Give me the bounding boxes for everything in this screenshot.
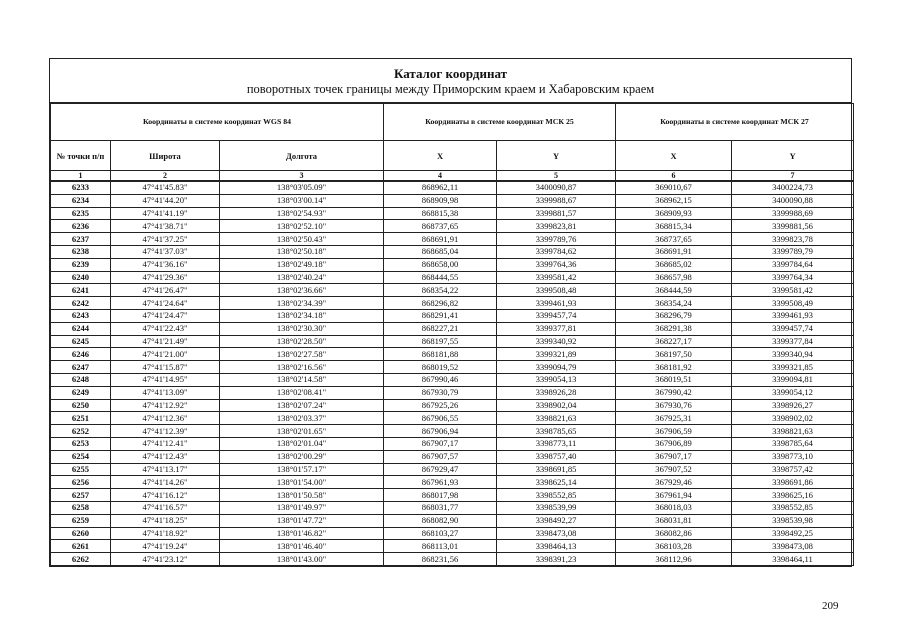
x-msk27-cell: 369010,67 <box>616 181 732 194</box>
latitude-cell: 47°41'16.12" <box>111 489 220 502</box>
point-number-cell: 6233 <box>51 181 111 194</box>
column-number: 2 <box>111 171 220 182</box>
table-row <box>51 233 854 246</box>
longitude-cell: 138°02'16.56" <box>220 361 384 374</box>
table-row <box>51 437 854 450</box>
longitude-cell: 138°02'49.18" <box>220 258 384 271</box>
x-msk25-cell: 868181,88 <box>384 348 497 361</box>
y-msk25-cell: 3399789,76 <box>497 233 616 246</box>
point-number-cell: 6234 <box>51 194 111 207</box>
column-number: 5 <box>497 171 616 182</box>
table-row <box>51 271 854 284</box>
table-row <box>51 335 854 348</box>
longitude-cell: 138°02'30.30" <box>220 322 384 335</box>
y-msk27-cell: 3398625,16 <box>732 489 854 502</box>
table-row <box>51 297 854 310</box>
x-msk25-cell: 868354,22 <box>384 284 497 297</box>
x-msk25-cell: 868113,01 <box>384 540 497 553</box>
longitude-cell: 138°01'57.17" <box>220 463 384 476</box>
col-y-msk27: Y <box>732 141 854 171</box>
table-row <box>51 476 854 489</box>
y-msk27-cell: 3398902,02 <box>732 412 854 425</box>
column-number: 7 <box>732 171 854 182</box>
x-msk27-cell: 368197,50 <box>616 348 732 361</box>
longitude-cell: 138°02'40.24" <box>220 271 384 284</box>
point-number-cell: 6244 <box>51 322 111 335</box>
y-msk27-cell: 3398691,86 <box>732 476 854 489</box>
x-msk25-cell: 868291,41 <box>384 309 497 322</box>
longitude-cell: 138°02'00.29" <box>220 450 384 463</box>
latitude-cell: 47°41'12.43" <box>111 450 220 463</box>
y-msk25-cell: 3399764,36 <box>497 258 616 271</box>
point-number-cell: 6254 <box>51 450 111 463</box>
y-msk27-cell: 3399054,12 <box>732 386 854 399</box>
latitude-cell: 47°41'24.64" <box>111 297 220 310</box>
y-msk27-cell: 3399881,56 <box>732 220 854 233</box>
x-msk25-cell: 868019,52 <box>384 361 497 374</box>
x-msk25-cell: 868017,98 <box>384 489 497 502</box>
point-number-cell: 6257 <box>51 489 111 502</box>
y-msk27-cell: 3398773,10 <box>732 450 854 463</box>
longitude-cell: 138°02'34.39" <box>220 297 384 310</box>
latitude-cell: 47°41'14.26" <box>111 476 220 489</box>
point-number-cell: 6247 <box>51 361 111 374</box>
table-row <box>51 258 854 271</box>
y-msk25-cell: 3399094,79 <box>497 361 616 374</box>
point-number-cell: 6241 <box>51 284 111 297</box>
y-msk25-cell: 3399457,74 <box>497 309 616 322</box>
catalog-subtitle: поворотных точек границы между Приморским краем и Хабаровским краем <box>246 82 655 96</box>
latitude-cell: 47°41'37.25" <box>111 233 220 246</box>
point-number-cell: 6242 <box>51 297 111 310</box>
x-msk27-cell: 368181,92 <box>616 361 732 374</box>
table-row <box>51 181 854 194</box>
longitude-cell: 138°02'50.43" <box>220 233 384 246</box>
x-msk25-cell: 868737,65 <box>384 220 497 233</box>
table-body <box>51 181 854 565</box>
group-wgs84: Координаты в системе координат WGS 84 <box>51 104 384 141</box>
table-row <box>51 348 854 361</box>
latitude-cell: 47°41'23.12" <box>111 553 220 566</box>
y-msk25-cell: 3398785,65 <box>497 425 616 438</box>
x-msk27-cell: 368444,59 <box>616 284 732 297</box>
latitude-cell: 47°41'13.09" <box>111 386 220 399</box>
x-msk27-cell: 368691,91 <box>616 245 732 258</box>
x-msk27-cell: 368291,38 <box>616 322 732 335</box>
longitude-cell: 138°01'46.82" <box>220 527 384 540</box>
longitude-cell: 138°02'01.65" <box>220 425 384 438</box>
latitude-cell: 47°41'45.83" <box>111 181 220 194</box>
y-msk25-cell: 3398492,27 <box>497 514 616 527</box>
table-row <box>51 194 854 207</box>
x-msk27-cell: 368962,15 <box>616 194 732 207</box>
y-msk25-cell: 3398552,85 <box>497 489 616 502</box>
y-msk25-cell: 3398902,04 <box>497 399 616 412</box>
point-number-cell: 6246 <box>51 348 111 361</box>
latitude-cell: 47°41'24.47" <box>111 309 220 322</box>
point-number-cell: 6240 <box>51 271 111 284</box>
y-msk27-cell: 3398757,42 <box>732 463 854 476</box>
y-msk27-cell: 3399340,94 <box>732 348 854 361</box>
table-row <box>51 284 854 297</box>
y-msk27-cell: 3399988,69 <box>732 207 854 220</box>
latitude-cell: 47°41'41.19" <box>111 207 220 220</box>
longitude-cell: 138°01'49.97" <box>220 501 384 514</box>
table-row <box>51 322 854 335</box>
y-msk27-cell: 3399823,78 <box>732 233 854 246</box>
y-msk27-cell: 3399581,42 <box>732 284 854 297</box>
y-msk25-cell: 3398926,28 <box>497 386 616 399</box>
longitude-cell: 138°02'27.58" <box>220 348 384 361</box>
table-row <box>51 553 854 566</box>
latitude-cell: 47°41'16.57" <box>111 501 220 514</box>
point-number-cell: 6256 <box>51 476 111 489</box>
y-msk27-cell: 3399784,64 <box>732 258 854 271</box>
x-msk25-cell: 868231,56 <box>384 553 497 566</box>
y-msk25-cell: 3398821,63 <box>497 412 616 425</box>
y-msk25-cell: 3398473,08 <box>497 527 616 540</box>
point-number-cell: 6235 <box>51 207 111 220</box>
latitude-cell: 47°41'13.17" <box>111 463 220 476</box>
catalog-frame <box>49 58 852 567</box>
longitude-cell: 138°02'03.37" <box>220 412 384 425</box>
latitude-cell: 47°41'18.92" <box>111 527 220 540</box>
x-msk27-cell: 368657,98 <box>616 271 732 284</box>
y-msk27-cell: 3398492,25 <box>732 527 854 540</box>
x-msk27-cell: 367906,89 <box>616 437 732 450</box>
table-row <box>51 399 854 412</box>
point-number-cell: 6259 <box>51 514 111 527</box>
y-msk25-cell: 3399321,89 <box>497 348 616 361</box>
group-msk27: Координаты в системе координат МСК 27 <box>616 104 854 141</box>
y-msk25-cell: 3399461,93 <box>497 297 616 310</box>
longitude-cell: 138°02'36.66" <box>220 284 384 297</box>
y-msk25-cell: 3399508,48 <box>497 284 616 297</box>
x-msk25-cell: 867907,17 <box>384 437 497 450</box>
table-row <box>51 220 854 233</box>
longitude-cell: 138°03'05.09" <box>220 181 384 194</box>
y-msk27-cell: 3398926,27 <box>732 399 854 412</box>
group-header-row <box>51 104 854 141</box>
latitude-cell: 47°41'18.25" <box>111 514 220 527</box>
table-row <box>51 412 854 425</box>
point-number-cell: 6239 <box>51 258 111 271</box>
x-msk25-cell: 868197,55 <box>384 335 497 348</box>
point-number-cell: 6252 <box>51 425 111 438</box>
point-number-cell: 6243 <box>51 309 111 322</box>
latitude-cell: 47°41'26.47" <box>111 284 220 297</box>
col-y-msk25: Y <box>497 141 616 171</box>
longitude-cell: 138°02'52.10" <box>220 220 384 233</box>
x-msk27-cell: 368227,17 <box>616 335 732 348</box>
x-msk27-cell: 368112,96 <box>616 553 732 566</box>
y-msk25-cell: 3399340,92 <box>497 335 616 348</box>
y-msk27-cell: 3399457,74 <box>732 322 854 335</box>
x-msk27-cell: 367906,59 <box>616 425 732 438</box>
column-number: 6 <box>616 171 732 182</box>
latitude-cell: 47°41'12.41" <box>111 437 220 450</box>
col-longitude: Долгота <box>220 141 384 171</box>
latitude-cell: 47°41'14.95" <box>111 373 220 386</box>
y-msk25-cell: 3399784,62 <box>497 245 616 258</box>
longitude-cell: 138°03'00.14" <box>220 194 384 207</box>
table-row <box>51 386 854 399</box>
y-msk27-cell: 3398552,85 <box>732 501 854 514</box>
column-number: 4 <box>384 171 497 182</box>
col-point: № точки п/п <box>51 141 111 171</box>
x-msk27-cell: 368737,65 <box>616 233 732 246</box>
x-msk27-cell: 368019,51 <box>616 373 732 386</box>
table-row <box>51 361 854 374</box>
y-msk25-cell: 3398625,14 <box>497 476 616 489</box>
x-msk27-cell: 367929,46 <box>616 476 732 489</box>
point-number-cell: 6262 <box>51 553 111 566</box>
y-msk27-cell: 3398785,64 <box>732 437 854 450</box>
column-header-row <box>51 141 854 171</box>
point-number-cell: 6245 <box>51 335 111 348</box>
title-block <box>50 59 851 103</box>
x-msk25-cell: 868296,82 <box>384 297 497 310</box>
longitude-cell: 138°01'50.58" <box>220 489 384 502</box>
point-number-cell: 6261 <box>51 540 111 553</box>
latitude-cell: 47°41'44.20" <box>111 194 220 207</box>
y-msk27-cell: 3399377,84 <box>732 335 854 348</box>
x-msk25-cell: 868815,38 <box>384 207 497 220</box>
y-msk25-cell: 3399377,81 <box>497 322 616 335</box>
latitude-cell: 47°41'12.36" <box>111 412 220 425</box>
longitude-cell: 138°01'47.72" <box>220 514 384 527</box>
y-msk25-cell: 3399054,13 <box>497 373 616 386</box>
y-msk25-cell: 3399881,57 <box>497 207 616 220</box>
y-msk25-cell: 3400090,87 <box>497 181 616 194</box>
coordinates-table <box>50 103 854 566</box>
column-number-row <box>51 171 854 182</box>
latitude-cell: 47°41'12.39" <box>111 425 220 438</box>
x-msk25-cell: 868227,21 <box>384 322 497 335</box>
x-msk25-cell: 867961,93 <box>384 476 497 489</box>
table-row <box>51 514 854 527</box>
x-msk25-cell: 867907,57 <box>384 450 497 463</box>
y-msk27-cell: 3398464,11 <box>732 553 854 566</box>
longitude-cell: 138°02'07.24" <box>220 399 384 412</box>
col-x-msk27: X <box>616 141 732 171</box>
y-msk27-cell: 3399461,93 <box>732 309 854 322</box>
col-x-msk25: X <box>384 141 497 171</box>
x-msk27-cell: 368685,02 <box>616 258 732 271</box>
longitude-cell: 138°01'46.40" <box>220 540 384 553</box>
x-msk25-cell: 867925,26 <box>384 399 497 412</box>
point-number-cell: 6260 <box>51 527 111 540</box>
point-number-cell: 6250 <box>51 399 111 412</box>
longitude-cell: 138°02'01.04" <box>220 437 384 450</box>
point-number-cell: 6236 <box>51 220 111 233</box>
latitude-cell: 47°41'36.16" <box>111 258 220 271</box>
y-msk25-cell: 3399823,81 <box>497 220 616 233</box>
latitude-cell: 47°41'38.71" <box>111 220 220 233</box>
x-msk25-cell: 867930,79 <box>384 386 497 399</box>
latitude-cell: 47°41'15.87" <box>111 361 220 374</box>
point-number-cell: 6248 <box>51 373 111 386</box>
point-number-cell: 6251 <box>51 412 111 425</box>
x-msk25-cell: 867906,94 <box>384 425 497 438</box>
y-msk27-cell: 3399764,34 <box>732 271 854 284</box>
point-number-cell: 6249 <box>51 386 111 399</box>
x-msk25-cell: 868685,04 <box>384 245 497 258</box>
x-msk25-cell: 867990,46 <box>384 373 497 386</box>
table-row <box>51 245 854 258</box>
x-msk25-cell: 868691,91 <box>384 233 497 246</box>
x-msk27-cell: 367930,76 <box>616 399 732 412</box>
x-msk27-cell: 368296,79 <box>616 309 732 322</box>
latitude-cell: 47°41'22.43" <box>111 322 220 335</box>
x-msk27-cell: 368103,28 <box>616 540 732 553</box>
x-msk25-cell: 868082,90 <box>384 514 497 527</box>
x-msk27-cell: 367925,31 <box>616 412 732 425</box>
table-row <box>51 373 854 386</box>
y-msk27-cell: 3399789,79 <box>732 245 854 258</box>
longitude-cell: 138°02'34.18" <box>220 309 384 322</box>
x-msk25-cell: 868031,77 <box>384 501 497 514</box>
x-msk27-cell: 368082,86 <box>616 527 732 540</box>
x-msk25-cell: 868658,00 <box>384 258 497 271</box>
table-row <box>51 527 854 540</box>
y-msk27-cell: 3399094,81 <box>732 373 854 386</box>
y-msk25-cell: 3398464,13 <box>497 540 616 553</box>
longitude-cell: 138°02'28.50" <box>220 335 384 348</box>
table-row <box>51 540 854 553</box>
y-msk25-cell: 3399988,67 <box>497 194 616 207</box>
x-msk25-cell: 867929,47 <box>384 463 497 476</box>
point-number-cell: 6258 <box>51 501 111 514</box>
longitude-cell: 138°02'14.58" <box>220 373 384 386</box>
x-msk25-cell: 868103,27 <box>384 527 497 540</box>
y-msk27-cell: 3398821,63 <box>732 425 854 438</box>
x-msk25-cell: 868444,55 <box>384 271 497 284</box>
y-msk25-cell: 3398773,11 <box>497 437 616 450</box>
column-number: 1 <box>51 171 111 182</box>
table-row <box>51 425 854 438</box>
y-msk27-cell: 3400224,73 <box>732 181 854 194</box>
latitude-cell: 47°41'37.03" <box>111 245 220 258</box>
x-msk27-cell: 368909,93 <box>616 207 732 220</box>
y-msk27-cell: 3398539,98 <box>732 514 854 527</box>
page-number: 209 <box>822 600 839 612</box>
longitude-cell: 138°02'54.93" <box>220 207 384 220</box>
y-msk25-cell: 3398757,40 <box>497 450 616 463</box>
latitude-cell: 47°41'29.36" <box>111 271 220 284</box>
group-msk25: Координаты в системе координат МСК 25 <box>384 104 616 141</box>
point-number-cell: 6255 <box>51 463 111 476</box>
x-msk25-cell: 867906,55 <box>384 412 497 425</box>
point-number-cell: 6238 <box>51 245 111 258</box>
x-msk27-cell: 367961,94 <box>616 489 732 502</box>
x-msk25-cell: 868962,11 <box>384 181 497 194</box>
x-msk27-cell: 368354,24 <box>616 297 732 310</box>
latitude-cell: 47°41'12.92" <box>111 399 220 412</box>
x-msk27-cell: 367907,52 <box>616 463 732 476</box>
y-msk27-cell: 3399508,49 <box>732 297 854 310</box>
longitude-cell: 138°02'50.18" <box>220 245 384 258</box>
table-row <box>51 501 854 514</box>
y-msk27-cell: 3400090,88 <box>732 194 854 207</box>
latitude-cell: 47°41'19.24" <box>111 540 220 553</box>
table-row <box>51 463 854 476</box>
y-msk25-cell: 3398691,85 <box>497 463 616 476</box>
x-msk27-cell: 368018,03 <box>616 501 732 514</box>
latitude-cell: 47°41'21.49" <box>111 335 220 348</box>
x-msk27-cell: 368815,34 <box>616 220 732 233</box>
y-msk25-cell: 3398391,23 <box>497 553 616 566</box>
table-row <box>51 309 854 322</box>
y-msk27-cell: 3398473,08 <box>732 540 854 553</box>
table-row <box>51 489 854 502</box>
x-msk27-cell: 367907,17 <box>616 450 732 463</box>
table-row <box>51 207 854 220</box>
col-latitude: Широта <box>111 141 220 171</box>
column-number: 3 <box>220 171 384 182</box>
longitude-cell: 138°02'08.41" <box>220 386 384 399</box>
longitude-cell: 138°01'43.00" <box>220 553 384 566</box>
x-msk27-cell: 368031,81 <box>616 514 732 527</box>
latitude-cell: 47°41'21.00" <box>111 348 220 361</box>
longitude-cell: 138°01'54.00" <box>220 476 384 489</box>
y-msk25-cell: 3398539,99 <box>497 501 616 514</box>
catalog-title: Каталог координат <box>393 66 507 81</box>
y-msk27-cell: 3399321,85 <box>732 361 854 374</box>
point-number-cell: 6253 <box>51 437 111 450</box>
x-msk25-cell: 868909,98 <box>384 194 497 207</box>
y-msk25-cell: 3399581,42 <box>497 271 616 284</box>
point-number-cell: 6237 <box>51 233 111 246</box>
table-row <box>51 450 854 463</box>
x-msk27-cell: 367990,42 <box>616 386 732 399</box>
